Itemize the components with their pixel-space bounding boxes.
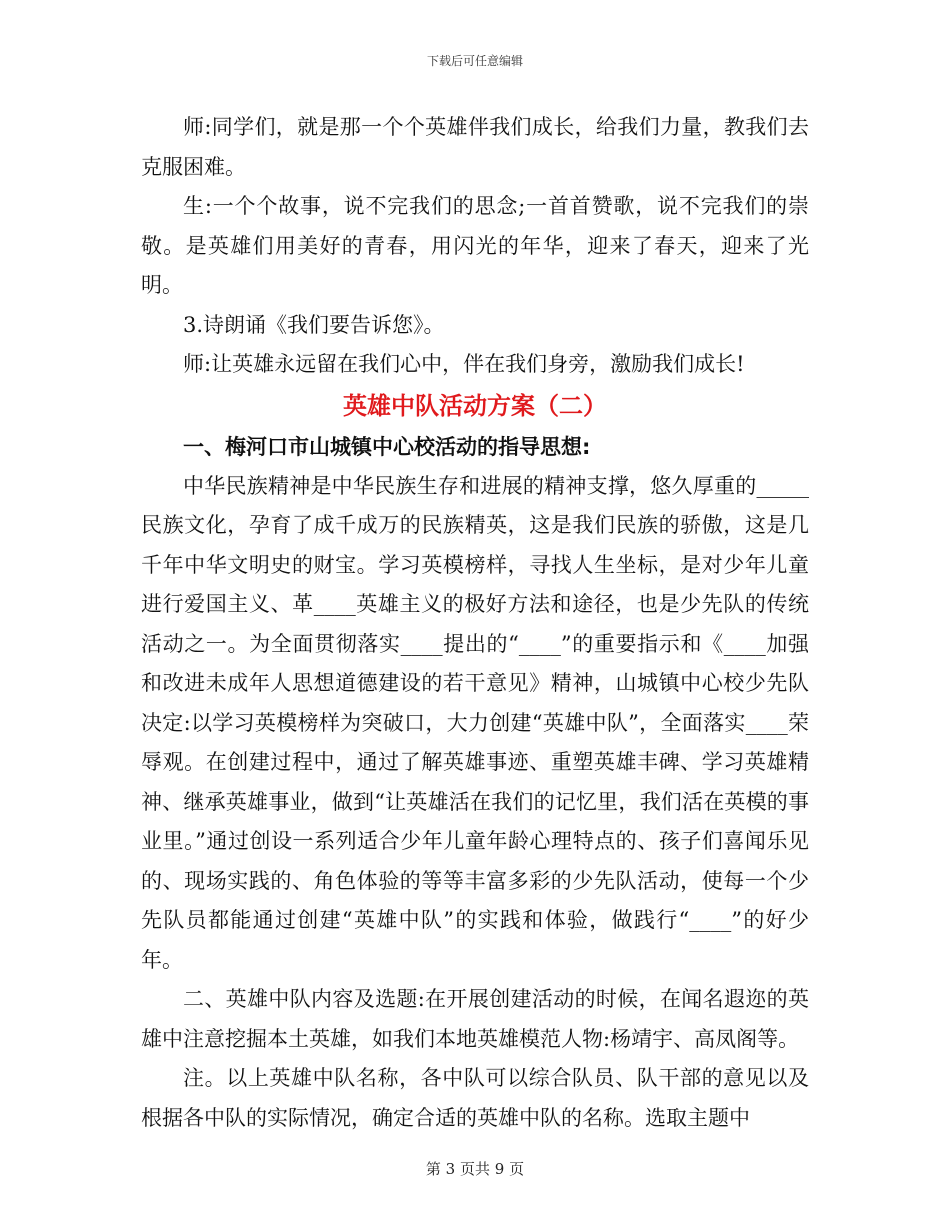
document-body (141, 108, 809, 1138)
page-footer: 第 3 页共 9 页 (425, 1160, 525, 1178)
paragraph-note: 注。以上英雄中队名称，各中队可以综合队员、队干部的意见以及根据各中队的实际情况，确定合适的英雄中队的名称。选取主题中 (141, 1066, 809, 1130)
paragraph-student: 生:一个个故事，说不完我们的思念;一首首赞歌，说不完我们的崇敬。是英雄们用美好的青春，用闪光的年华，迎来了春天，迎来了光明。 (141, 194, 809, 297)
page-header: 下载后可任意编辑 (426, 54, 523, 68)
paragraph-teacher-2: 师:让英雄永远留在我们心中，伴在我们身旁，激励我们成长! (183, 352, 745, 376)
paragraph-guiding-idea: 中华民族精神是中华民族生存和进展的精神支撑，悠久厚重的_____民族文化，孕育了成千成万的民族精英，这是我们民族的骄傲，这是几千年中华文明史的财宝。学习英模榜样，寻找人生坐标，是对少年儿童进行爱国主义、革____英雄主义的极好方法和途径，也是少先队的传统活动之一。为全面贯彻落实____提出的“____”的重要指示和《____加强和改进未成年人思想道德建设的若干意见》精神，山城镇中心校少先队决定:以学习英模榜样为突破口，大力创建“英雄中队”，全面落实____荣辱观。在创建过程中，通过了解英雄事迹、重塑英雄丰碑、学习英雄精神、继承英雄事业，做到“让英雄活在我们的记忆里，我们活在英模的事业里。”通过创设一系列适合少年儿童年龄心理特点的、孩子们喜闻乐见的、现场实践的、角色体验的等等丰富多彩的少先队活动，使每一个少先队员都能通过创建“英雄中队”的实践和体验，做践行“____”的好少年。 (141, 473, 809, 972)
section-title: 英雄中队活动方案（二） (343, 391, 607, 420)
paragraph-content-topics: 二、英雄中队内容及选题:在开展创建活动的时候，在闻名遐迩的英雄中注意挖掘本土英雄，如我们本地英雄模范人物:杨靖宇、高凤阁等。 (141, 987, 809, 1051)
paragraph-poem: 3.诗朗诵《我们要告诉您》。 (183, 312, 445, 337)
guiding-idea-heading: 一、梅河口市山城镇中心校活动的指导思想: (183, 434, 591, 459)
paragraph-teacher-1: 师:同学们，就是那一个个英雄伴我们成长，给我们力量，教我们去克服困难。 (141, 115, 809, 179)
